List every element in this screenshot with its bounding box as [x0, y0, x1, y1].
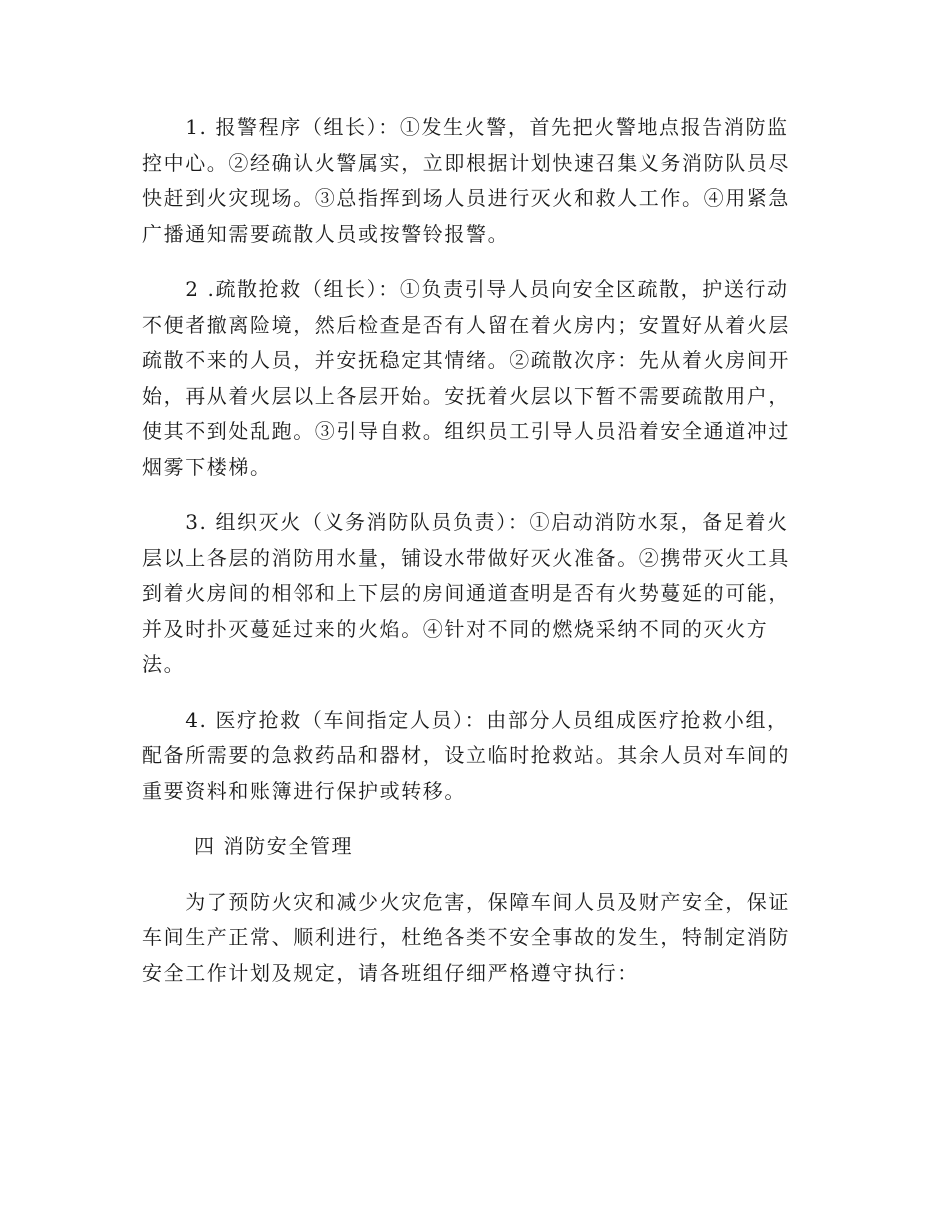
text-line: 使其不到处乱跑。③引导自救。组织员工引导人员沿着安全通道冲过 — [142, 419, 790, 443]
text-line: 控中心。②经确认火警属实，立即根据计划快速召集义务消防队员尽 — [142, 150, 790, 175]
text-line: 烟雾下楼梯。 — [142, 454, 272, 479]
paragraph-safety-management-intro — [142, 885, 808, 992]
text-line: 法。 — [142, 652, 186, 676]
text-line: 3. 组织灭火（义务消防队员负责）：①启动消防水泵，备足着火 — [142, 510, 789, 534]
paragraph-alarm-procedure — [142, 110, 808, 252]
text-line: 始，再从着火层以上各层开始。安抚着火层以下暂不需要疏散用户， — [142, 383, 790, 408]
text-line: 2 .疏散抢救（组长）：①负责引导人员向安全区疏散，护送行动 — [142, 277, 789, 301]
text-line: 不便者撤离险境，然后检查是否有人留在着火房内；安置好从着火层 — [142, 312, 790, 337]
paragraph-fire-fighting — [142, 505, 808, 683]
text-line: 广播通知需要疏散人员或按警铃报警。 — [142, 221, 510, 246]
text-line: 层以上各层的消防用水量，铺设水带做好灭火准备。②携带灭火工具 — [142, 545, 790, 570]
text-line: 1. 报警程序（组长）：①发生火警，首先把火警地点报告消防监 — [142, 115, 789, 139]
text-line: 安全工作计划及规定，请各班组仔细严格遵守执行： — [142, 960, 639, 985]
paragraph-medical-rescue — [142, 703, 808, 810]
section-heading: 四 消防安全管理 — [194, 834, 354, 858]
text-line: 配备所需要的急救药品和器材，设立临时抢救站。其余人员对车间的 — [142, 743, 790, 767]
text-line: 车间生产正常、顺利进行，杜绝各类不安全事故的发生，特制定消防 — [142, 925, 790, 949]
text-line: 4. 医疗抢救（车间指定人员）：由部分人员组成医疗抢救小组， — [142, 707, 789, 732]
text-line: 疏散不来的人员，并安抚稳定其情绪。②疏散次序：先从着火房间开 — [142, 348, 790, 372]
text-line: 到着火房间的相邻和上下层的房间通道查明是否有火势蔓延的可能， — [142, 581, 790, 605]
text-line: 快赶到火灾现场。③总指挥到场人员进行灭火和救人工作。④用紧急 — [142, 186, 790, 210]
paragraph-evacuation-rescue — [142, 272, 808, 485]
text-line: 为了预防火灾和减少火灾危害，保障车间人员及财产安全，保证 — [142, 889, 790, 914]
text-line: 重要资料和账簿进行保护或转移。 — [142, 778, 466, 803]
text-line: 并及时扑灭蔓延过来的火焰。④针对不同的燃烧采纳不同的灭火方 — [142, 616, 769, 641]
document-body — [142, 110, 808, 1011]
